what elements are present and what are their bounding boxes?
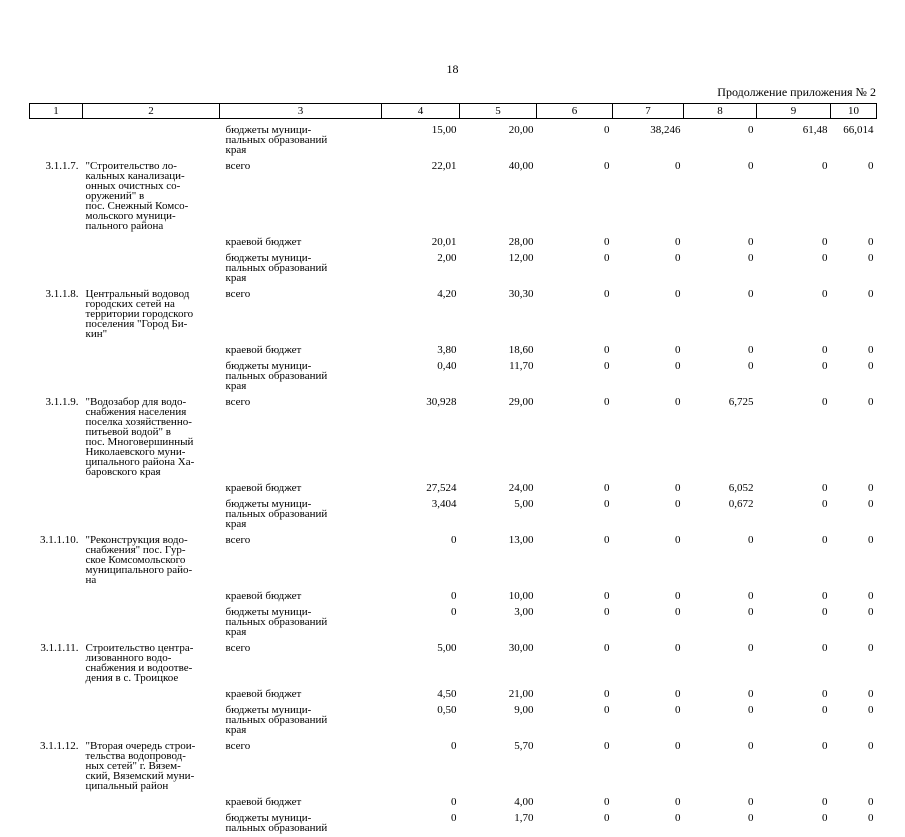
cell-col-2: [83, 359, 220, 395]
cell-col-4: 0: [382, 533, 460, 589]
cell-col-6: 0: [537, 811, 613, 837]
cell-col-6: 0: [537, 395, 613, 481]
table-row: [30, 739, 877, 795]
table-row: [30, 251, 877, 287]
cell-col-3: всего: [220, 641, 382, 687]
cell-col-8: 0: [684, 811, 757, 837]
cell-col-1: 3.1.1.7.: [30, 159, 83, 235]
col-header-9: 9: [757, 104, 831, 119]
cell-col-3: бюджеты муници- пальных образований края: [220, 359, 382, 395]
col-header-4: 4: [382, 104, 460, 119]
cell-col-9: 0: [757, 641, 831, 687]
cell-col-2: [83, 795, 220, 811]
col-header-8: 8: [684, 104, 757, 119]
cell-col-5: 30,00: [460, 641, 537, 687]
cell-col-3: краевой бюджет: [220, 687, 382, 703]
cell-col-4: 4,50: [382, 687, 460, 703]
cell-col-10: 0: [831, 159, 877, 235]
cell-col-4: 27,524: [382, 481, 460, 497]
cell-col-5: 3,00: [460, 605, 537, 641]
cell-col-5: 30,30: [460, 287, 537, 343]
cell-col-7: 0: [613, 605, 684, 641]
cell-col-2: [83, 687, 220, 703]
cell-col-2: "Строительство ло- кальных канализаци- онных очистных со- оружений" в пос. Снежный Комсо- мольского муници- пального района: [83, 159, 220, 235]
col-header-6: 6: [537, 104, 613, 119]
cell-col-8: 0: [684, 641, 757, 687]
cell-col-3: бюджеты муници- пальных образований края: [220, 703, 382, 739]
cell-col-1: 3.1.1.9.: [30, 395, 83, 481]
table-row: [30, 795, 877, 811]
cell-col-1: 3.1.1.12.: [30, 739, 83, 795]
cell-col-2: Строительство центра- лизованного водо- снабжения и водоотве- дения в с. Троицкое: [83, 641, 220, 687]
cell-col-8: 0,672: [684, 497, 757, 533]
cell-col-8: 0: [684, 605, 757, 641]
cell-col-7: 0: [613, 739, 684, 795]
cell-col-10: 0: [831, 287, 877, 343]
cell-col-2: [83, 343, 220, 359]
appendix-table: [29, 103, 877, 837]
cell-col-6: 0: [537, 343, 613, 359]
cell-col-2: [83, 481, 220, 497]
table-row: [30, 481, 877, 497]
cell-col-5: 5,70: [460, 739, 537, 795]
cell-col-6: 0: [537, 119, 613, 160]
cell-col-7: 0: [613, 395, 684, 481]
col-header-7: 7: [613, 104, 684, 119]
cell-col-8: 0: [684, 251, 757, 287]
cell-col-10: 0: [831, 343, 877, 359]
cell-col-9: 0: [757, 159, 831, 235]
cell-col-10: 0: [831, 589, 877, 605]
cell-col-1: [30, 703, 83, 739]
cell-col-4: 0,50: [382, 703, 460, 739]
cell-col-10: 0: [831, 795, 877, 811]
cell-col-8: 0: [684, 795, 757, 811]
cell-col-10: 0: [831, 481, 877, 497]
cell-col-7: 0: [613, 533, 684, 589]
col-header-2: 2: [83, 104, 220, 119]
cell-col-6: 0: [537, 795, 613, 811]
cell-col-4: 0: [382, 811, 460, 837]
cell-col-7: 0: [613, 159, 684, 235]
cell-col-5: 1,70: [460, 811, 537, 837]
cell-col-2: [83, 589, 220, 605]
cell-col-1: 3.1.1.8.: [30, 287, 83, 343]
table-row: [30, 235, 877, 251]
cell-col-3: всего: [220, 739, 382, 795]
cell-col-3: всего: [220, 395, 382, 481]
cell-col-9: 0: [757, 739, 831, 795]
table-row: [30, 687, 877, 703]
table-row: [30, 641, 877, 687]
cell-col-9: 0: [757, 795, 831, 811]
cell-col-7: 0: [613, 235, 684, 251]
cell-col-8: 0: [684, 703, 757, 739]
cell-col-5: 9,00: [460, 703, 537, 739]
cell-col-5: 11,70: [460, 359, 537, 395]
cell-col-9: 0: [757, 343, 831, 359]
cell-col-4: 2,00: [382, 251, 460, 287]
table-row: [30, 395, 877, 481]
cell-col-3: краевой бюджет: [220, 235, 382, 251]
cell-col-8: 6,725: [684, 395, 757, 481]
cell-col-1: [30, 359, 83, 395]
cell-col-3: всего: [220, 533, 382, 589]
cell-col-6: 0: [537, 533, 613, 589]
cell-col-9: 0: [757, 497, 831, 533]
cell-col-4: 0: [382, 795, 460, 811]
cell-col-7: 38,246: [613, 119, 684, 160]
cell-col-9: 0: [757, 481, 831, 497]
cell-col-4: 30,928: [382, 395, 460, 481]
cell-col-4: 0: [382, 605, 460, 641]
cell-col-1: [30, 251, 83, 287]
cell-col-10: 0: [831, 395, 877, 481]
cell-col-9: 0: [757, 235, 831, 251]
table-row: [30, 605, 877, 641]
cell-col-9: 61,48: [757, 119, 831, 160]
cell-col-10: 0: [831, 533, 877, 589]
cell-col-4: 0: [382, 739, 460, 795]
cell-col-2: [83, 119, 220, 160]
cell-col-4: 20,01: [382, 235, 460, 251]
cell-col-9: 0: [757, 287, 831, 343]
cell-col-6: 0: [537, 739, 613, 795]
cell-col-1: [30, 795, 83, 811]
col-header-1: 1: [30, 104, 83, 119]
cell-col-6: 0: [537, 589, 613, 605]
cell-col-5: 4,00: [460, 795, 537, 811]
cell-col-2: "Реконструкция водо- снабжения" пос. Гур- ское Комсомольского муниципального райо- на: [83, 533, 220, 589]
continuation-caption: Продолжение приложения № 2: [717, 85, 876, 100]
cell-col-9: 0: [757, 251, 831, 287]
cell-col-1: [30, 235, 83, 251]
cell-col-10: 66,014: [831, 119, 877, 160]
cell-col-9: 0: [757, 687, 831, 703]
cell-col-4: 22,01: [382, 159, 460, 235]
cell-col-3: краевой бюджет: [220, 589, 382, 605]
cell-col-7: 0: [613, 287, 684, 343]
cell-col-8: 0: [684, 589, 757, 605]
cell-col-4: 5,00: [382, 641, 460, 687]
cell-col-3: бюджеты муници- пальных образований края: [220, 119, 382, 160]
cell-col-10: 0: [831, 739, 877, 795]
table-row: [30, 589, 877, 605]
page-number: 18: [0, 62, 905, 77]
cell-col-6: 0: [537, 235, 613, 251]
cell-col-2: [83, 497, 220, 533]
cell-col-3: бюджеты муници- пальных образований края: [220, 605, 382, 641]
cell-col-7: 0: [613, 795, 684, 811]
cell-col-3: бюджеты муници- пальных образований края: [220, 497, 382, 533]
cell-col-7: 0: [613, 251, 684, 287]
col-header-10: 10: [831, 104, 877, 119]
cell-col-10: 0: [831, 235, 877, 251]
cell-col-5: 20,00: [460, 119, 537, 160]
cell-col-5: 24,00: [460, 481, 537, 497]
col-header-3: 3: [220, 104, 382, 119]
cell-col-7: 0: [613, 687, 684, 703]
cell-col-5: 40,00: [460, 159, 537, 235]
table-body: [30, 119, 877, 837]
cell-col-6: 0: [537, 159, 613, 235]
cell-col-10: 0: [831, 811, 877, 837]
cell-col-2: [83, 605, 220, 641]
cell-col-2: Центральный водовод городских сетей на территории городского поселения "Город Би- кин": [83, 287, 220, 343]
cell-col-7: 0: [613, 641, 684, 687]
table-row: [30, 533, 877, 589]
cell-col-3: краевой бюджет: [220, 795, 382, 811]
cell-col-1: [30, 497, 83, 533]
cell-col-5: 21,00: [460, 687, 537, 703]
cell-col-2: [83, 703, 220, 739]
cell-col-3: краевой бюджет: [220, 481, 382, 497]
cell-col-5: 10,00: [460, 589, 537, 605]
cell-col-1: [30, 589, 83, 605]
cell-col-4: 0,40: [382, 359, 460, 395]
cell-col-6: 0: [537, 287, 613, 343]
cell-col-7: 0: [613, 497, 684, 533]
cell-col-9: 0: [757, 703, 831, 739]
cell-col-5: 13,00: [460, 533, 537, 589]
cell-col-5: 28,00: [460, 235, 537, 251]
table-row: [30, 287, 877, 343]
cell-col-4: 15,00: [382, 119, 460, 160]
cell-col-7: 0: [613, 811, 684, 837]
cell-col-9: 0: [757, 811, 831, 837]
cell-col-5: 18,60: [460, 343, 537, 359]
cell-col-9: 0: [757, 395, 831, 481]
table-row: [30, 343, 877, 359]
cell-col-6: 0: [537, 251, 613, 287]
cell-col-6: 0: [537, 497, 613, 533]
cell-col-1: [30, 687, 83, 703]
cell-col-4: 0: [382, 589, 460, 605]
cell-col-3: всего: [220, 159, 382, 235]
cell-col-5: 5,00: [460, 497, 537, 533]
cell-col-2: "Вторая очередь строи- тельства водопровод- ных сетей" г. Вязем- ский, Вяземский муни- ципальный район: [83, 739, 220, 795]
cell-col-10: 0: [831, 359, 877, 395]
table-row: [30, 119, 877, 160]
cell-col-2: "Водозабор для водо- снабжения населения поселка хозяйственно- питьевой водой" в пос. Многовершинный Николаевского муни- ципального района Ха- баровского края: [83, 395, 220, 481]
cell-col-3: краевой бюджет: [220, 343, 382, 359]
cell-col-1: [30, 811, 83, 837]
cell-col-5: 29,00: [460, 395, 537, 481]
cell-col-8: 0: [684, 739, 757, 795]
cell-col-10: 0: [831, 687, 877, 703]
cell-col-9: 0: [757, 359, 831, 395]
cell-col-1: 3.1.1.10.: [30, 533, 83, 589]
cell-col-7: 0: [613, 703, 684, 739]
cell-col-8: 0: [684, 343, 757, 359]
cell-col-5: 12,00: [460, 251, 537, 287]
cell-col-2: [83, 235, 220, 251]
cell-col-10: 0: [831, 605, 877, 641]
cell-col-2: [83, 251, 220, 287]
col-header-5: 5: [460, 104, 537, 119]
cell-col-8: 6,052: [684, 481, 757, 497]
cell-col-3: бюджеты муници- пальных образований: [220, 811, 382, 837]
cell-col-6: 0: [537, 687, 613, 703]
cell-col-4: 3,80: [382, 343, 460, 359]
cell-col-8: 0: [684, 533, 757, 589]
cell-col-7: 0: [613, 343, 684, 359]
cell-col-8: 0: [684, 159, 757, 235]
cell-col-7: 0: [613, 359, 684, 395]
cell-col-8: 0: [684, 687, 757, 703]
cell-col-8: 0: [684, 235, 757, 251]
cell-col-8: 0: [684, 359, 757, 395]
table-row: [30, 703, 877, 739]
cell-col-4: 4,20: [382, 287, 460, 343]
cell-col-10: 0: [831, 703, 877, 739]
cell-col-9: 0: [757, 589, 831, 605]
cell-col-1: [30, 605, 83, 641]
cell-col-1: [30, 119, 83, 160]
cell-col-3: всего: [220, 287, 382, 343]
table-row: [30, 159, 877, 235]
cell-col-9: 0: [757, 533, 831, 589]
table-row: [30, 359, 877, 395]
cell-col-10: 0: [831, 251, 877, 287]
cell-col-3: бюджеты муници- пальных образований края: [220, 251, 382, 287]
cell-col-1: [30, 343, 83, 359]
cell-col-7: 0: [613, 589, 684, 605]
cell-col-6: 0: [537, 703, 613, 739]
table-row: [30, 811, 877, 837]
cell-col-6: 0: [537, 605, 613, 641]
cell-col-2: [83, 811, 220, 837]
cell-col-7: 0: [613, 481, 684, 497]
cell-col-6: 0: [537, 481, 613, 497]
cell-col-8: 0: [684, 119, 757, 160]
cell-col-6: 0: [537, 359, 613, 395]
cell-col-1: 3.1.1.11.: [30, 641, 83, 687]
header-row: [30, 104, 877, 119]
cell-col-8: 0: [684, 287, 757, 343]
cell-col-4: 3,404: [382, 497, 460, 533]
cell-col-1: [30, 481, 83, 497]
table-row: [30, 497, 877, 533]
cell-col-10: 0: [831, 497, 877, 533]
cell-col-10: 0: [831, 641, 877, 687]
cell-col-9: 0: [757, 605, 831, 641]
cell-col-6: 0: [537, 641, 613, 687]
